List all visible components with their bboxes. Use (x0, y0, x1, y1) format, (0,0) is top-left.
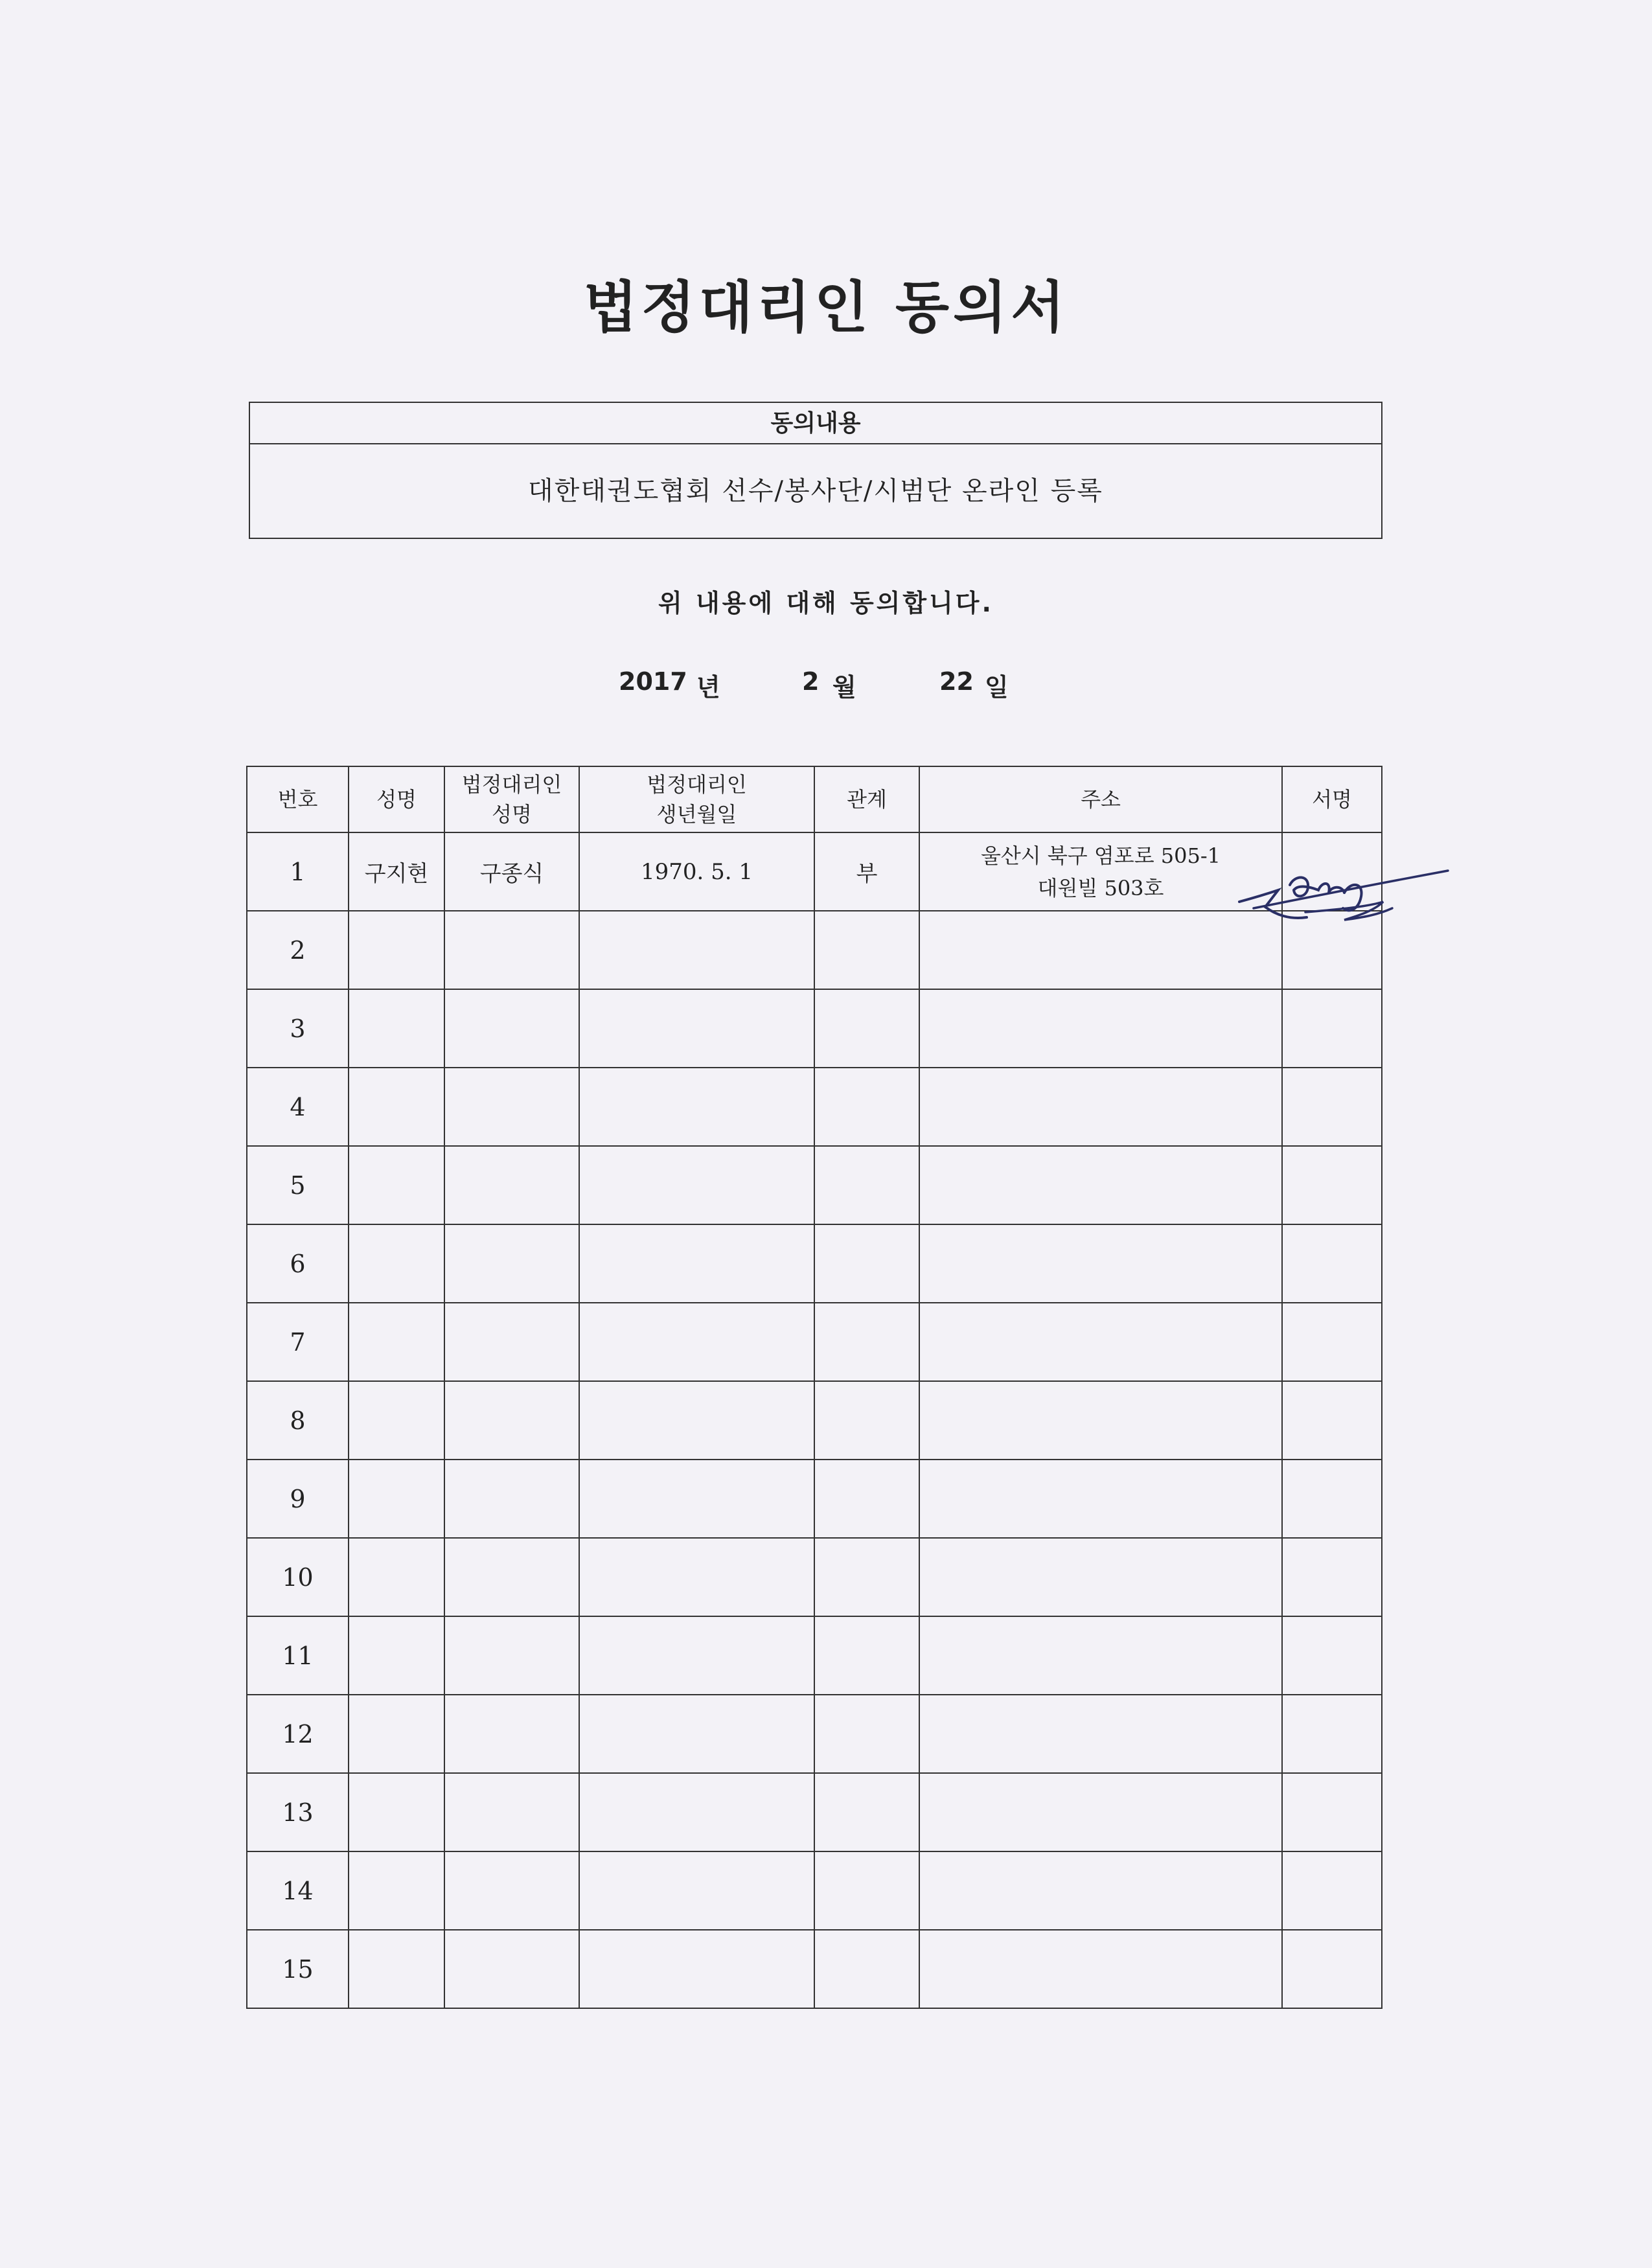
address (919, 1303, 1282, 1381)
address (919, 989, 1282, 1068)
table-row (247, 1695, 1382, 1773)
address (919, 1851, 1282, 1930)
address (919, 1695, 1282, 1773)
consent-box (249, 402, 1382, 539)
relation (814, 1146, 919, 1224)
guardian-birthdate (579, 1146, 814, 1224)
date-year: 2017 (619, 667, 687, 696)
table-header-row (247, 766, 1382, 832)
row-number: 7 (247, 1303, 349, 1381)
row-number: 9 (247, 1460, 349, 1538)
guardian-name (444, 1381, 579, 1460)
table-row (247, 1381, 1382, 1460)
row-number: 2 (247, 911, 349, 989)
address (919, 1460, 1282, 1538)
guardian-birthdate (579, 1773, 814, 1851)
participant-name: 구지현 (349, 832, 444, 911)
relation (814, 1616, 919, 1695)
participant-name (349, 1773, 444, 1851)
registration-table (246, 766, 1382, 2009)
row-number: 3 (247, 989, 349, 1068)
guardian-birthdate (579, 1381, 814, 1460)
guardian-name (444, 1616, 579, 1695)
guardian-name (444, 1538, 579, 1616)
signature-cell (1282, 1538, 1382, 1616)
address (919, 1773, 1282, 1851)
table-row (247, 989, 1382, 1068)
signature-cell (1282, 1381, 1382, 1460)
header-address: 주소 (919, 766, 1282, 832)
row-number: 11 (247, 1616, 349, 1695)
guardian-birthdate (579, 1303, 814, 1381)
guardian-name (444, 1224, 579, 1303)
signature-cell (1282, 989, 1382, 1068)
participant-name (349, 911, 444, 989)
address (919, 1381, 1282, 1460)
relation (814, 1224, 919, 1303)
row-number: 13 (247, 1773, 349, 1851)
date-day: 22 (939, 667, 974, 696)
table-row (247, 1616, 1382, 1695)
signature-cell (1282, 1068, 1382, 1146)
table-row (247, 1224, 1382, 1303)
guardian-name (444, 989, 579, 1068)
guardian-birthdate (579, 1616, 814, 1695)
participant-name (349, 1224, 444, 1303)
guardian-birthdate (579, 1224, 814, 1303)
relation (814, 1538, 919, 1616)
header-guardian-birth: 법정대리인 생년월일 (579, 766, 814, 832)
participant-name (349, 989, 444, 1068)
guardian-birthdate (579, 911, 814, 989)
row-number: 6 (247, 1224, 349, 1303)
date-month: 2 (802, 667, 820, 696)
signature-cell (1282, 1224, 1382, 1303)
guardian-birthdate (579, 1930, 814, 2008)
guardian-birthdate (579, 1538, 814, 1616)
document-title: 법정대리인 동의서 (583, 275, 1069, 340)
participant-name (349, 1303, 444, 1381)
row-number: 14 (247, 1851, 349, 1930)
address (919, 1930, 1282, 2008)
participant-name (349, 1695, 444, 1773)
table-row (247, 1068, 1382, 1146)
row-number: 10 (247, 1538, 349, 1616)
relation (814, 1303, 919, 1381)
relation (814, 1460, 919, 1538)
relation (814, 1773, 919, 1851)
guardian-name (444, 1146, 579, 1224)
guardian-name (444, 1068, 579, 1146)
participant-name (349, 1616, 444, 1695)
participant-name (349, 1381, 444, 1460)
participant-name (349, 1851, 444, 1930)
table-row (247, 1538, 1382, 1616)
guardian-name (444, 1303, 579, 1381)
header-guardian-name: 법정대리인 성명 (444, 766, 579, 832)
header-name: 성명 (349, 766, 444, 832)
guardian-birthdate (579, 1695, 814, 1773)
consent-content: 대한태권도협회 선수/봉사단/시범단 온라인 등록 (528, 476, 1103, 506)
relation (814, 911, 919, 989)
participant-name (349, 1460, 444, 1538)
table-row (247, 911, 1382, 989)
table-row (247, 1303, 1382, 1381)
header-no: 번호 (247, 766, 349, 832)
participant-name (349, 1068, 444, 1146)
signature-cell (1282, 1851, 1382, 1930)
table-row (247, 832, 1382, 911)
guardian-name: 구종식 (444, 832, 579, 911)
participant-name (349, 1930, 444, 2008)
relation (814, 1695, 919, 1773)
table-row (247, 1930, 1382, 2008)
row-number: 12 (247, 1695, 349, 1773)
guardian-birthdate (579, 1460, 814, 1538)
guardian-name (444, 1460, 579, 1538)
date-year-unit: 년 (696, 673, 720, 702)
row-number: 5 (247, 1146, 349, 1224)
header-relation: 관계 (814, 766, 919, 832)
guardian-name (444, 1930, 579, 2008)
guardian-birthdate (579, 1851, 814, 1930)
guardian-birthdate (579, 1068, 814, 1146)
address (919, 1224, 1282, 1303)
guardian-name (444, 1773, 579, 1851)
agreement-statement: 위 내용에 대해 동의합니다. (658, 589, 994, 617)
guardian-name (444, 1851, 579, 1930)
header-signature: 서명 (1282, 766, 1382, 832)
relation (814, 1068, 919, 1146)
guardian-name (444, 1695, 579, 1773)
table-row (247, 1773, 1382, 1851)
relation (814, 1930, 919, 2008)
signature-cell (1282, 1303, 1382, 1381)
relation (814, 1851, 919, 1930)
guardian-name (444, 911, 579, 989)
table-row (247, 1851, 1382, 1930)
handwritten-signature (1228, 862, 1461, 933)
address: 울산시 북구 염포로 505-1 대원빌 503호 (919, 832, 1282, 911)
date-day-unit: 일 (985, 673, 1009, 702)
signature-cell (1282, 1146, 1382, 1224)
signature-cell (1282, 1930, 1382, 2008)
date-month-unit: 월 (832, 673, 856, 702)
signature-cell (1282, 1460, 1382, 1538)
address (919, 1068, 1282, 1146)
guardian-birthdate (579, 989, 814, 1068)
relation (814, 1381, 919, 1460)
consent-heading: 동의내용 (250, 403, 1381, 444)
signature-cell (1282, 1773, 1382, 1851)
relation (814, 989, 919, 1068)
signature-cell (1282, 1616, 1382, 1695)
row-number: 1 (247, 832, 349, 911)
table-row (247, 1146, 1382, 1224)
signature-cell (1282, 1695, 1382, 1773)
row-number: 4 (247, 1068, 349, 1146)
address (919, 1616, 1282, 1695)
guardian-birthdate: 1970. 5. 1 (579, 832, 814, 911)
participant-name (349, 1146, 444, 1224)
row-number: 8 (247, 1381, 349, 1460)
address (919, 1538, 1282, 1616)
address (919, 1146, 1282, 1224)
table-row (247, 1460, 1382, 1538)
participant-name (349, 1538, 444, 1616)
row-number: 15 (247, 1930, 349, 2008)
relation: 부 (814, 832, 919, 911)
